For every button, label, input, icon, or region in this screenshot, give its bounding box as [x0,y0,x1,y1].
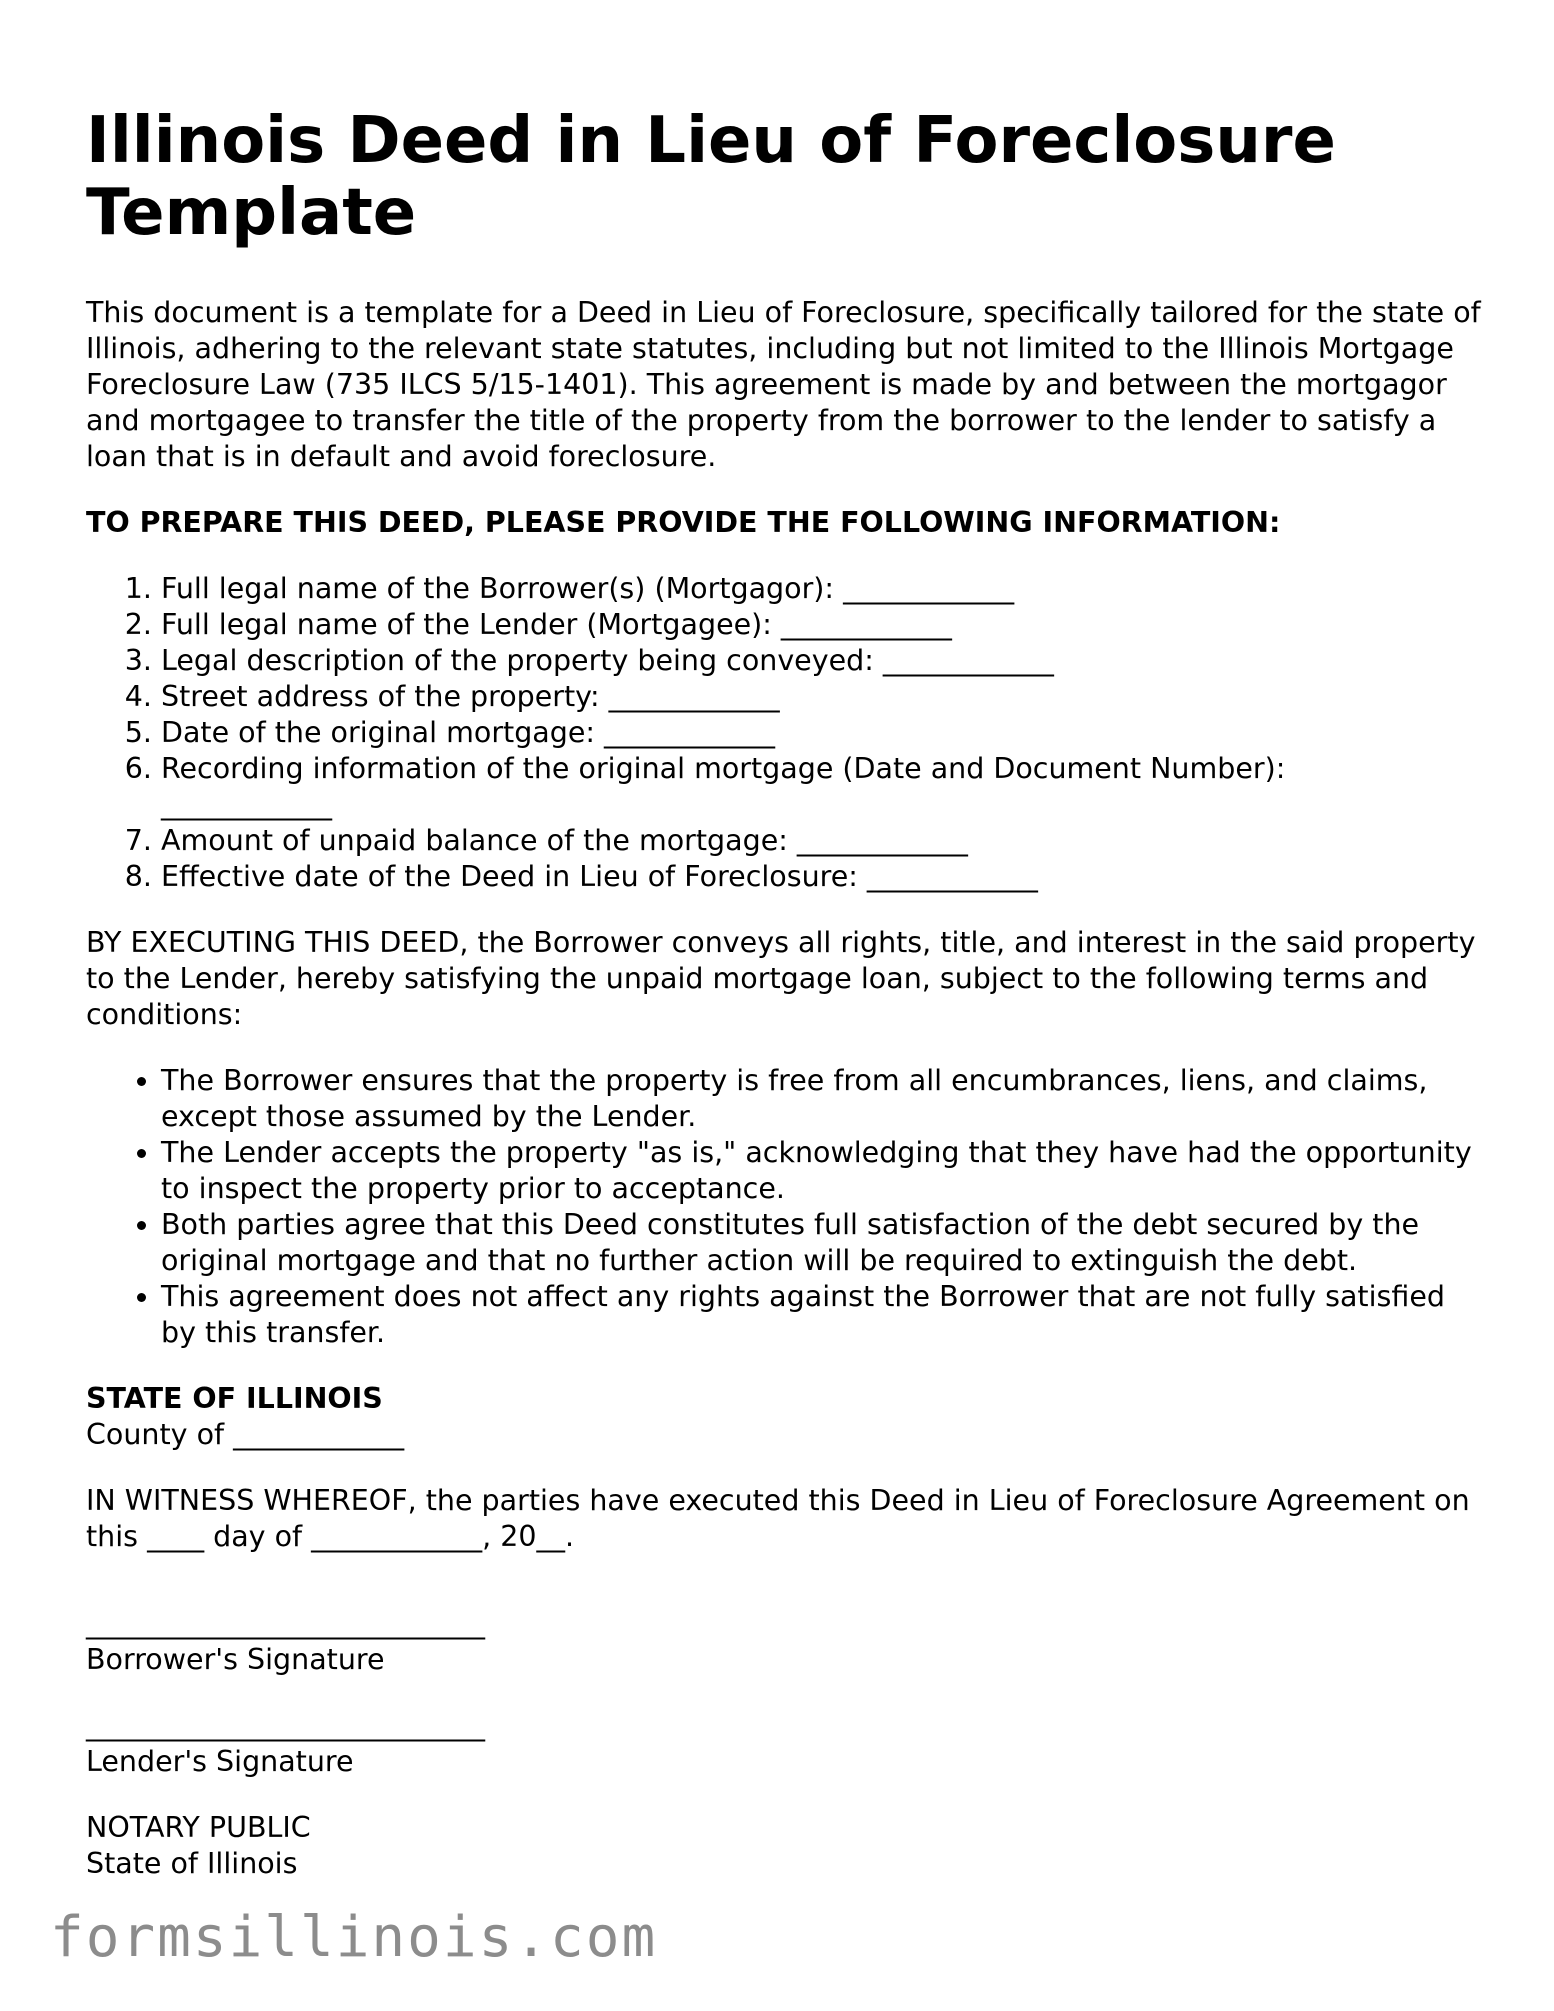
borrower-signature-block [86,1606,1486,1678]
term-item-as-is: • The Lender accepts the property "as is," acknowledging that they have had the opportunity to inspect the property prior to acceptance. [161,1135,1486,1207]
lender-signature-block [86,1708,1486,1780]
terms-list [86,1063,1486,1351]
borrower-signature-line: ____________________________ [86,1607,485,1640]
info-item-effective-date: 8. Effective date of the Deed in Lieu of Foreclosure: ____________ [161,859,1486,895]
info-list [86,571,1486,895]
term-item-full-satisfaction: • Both parties agree that this Deed constitutes full satisfaction of the debt secured by the original mortgage and that no further action will be required to extinguish the debt. [161,1207,1486,1279]
term-item-rights-not-affected: • This agreement does not affect any rights against the Borrower that are not fully satisfied by this transfer. [161,1279,1486,1351]
page-title: Illinois Deed in Lieu of Foreclosure Template [86,104,1336,250]
state-heading: STATE OF ILLINOIS [86,1382,383,1415]
notary-heading: NOTARY PUBLIC [86,1811,311,1844]
lender-signature-label: Lender's Signature [86,1745,354,1778]
site-watermark: formsillinois.com [50,1905,658,1970]
info-item-legal-description: 3. Legal description of the property being conveyed: ____________ [161,643,1486,679]
term-item-free-of-liens: • The Borrower ensures that the property is free from all encumbrances, liens, and claims, except those assumed by the Lender. [161,1063,1486,1135]
conveys-paragraph: BY EXECUTING THIS DEED, the Borrower conveys all rights, title, and interest in the said property to the Lender, hereby satisfying the unpaid mortgage loan, subject to the following terms and conditions: [86,926,1476,1031]
notary-state: State of Illinois [86,1847,298,1880]
intro-paragraph: This document is a template for a Deed in Lieu of Foreclosure, specifically tailored for the state of Illinois, adhering to the relevant state statutes, including but not limited to the Illinois Mortgage Foreclosure Law (735 ILCS 5/15-1401). This agreement is made by and between the mortgagor and mortgagee to transfer the title of the property from the borrower to the lender to satisfy a loan that is in default and avoid foreclosure. [86,296,1481,473]
document-page [86,105,1486,1882]
info-item-lender-name: 2. Full legal name of the Lender (Mortgagee): ____________ [161,607,1486,643]
info-item-street-address: 4. Street address of the property: ____________ [161,679,1486,715]
witness-paragraph: IN WITNESS WHEREOF, the parties have executed this Deed in Lieu of Foreclosure Agreement on this ____ day of ____________, 20__. [86,1484,1470,1553]
instructions-heading: TO PREPARE THIS DEED, PLEASE PROVIDE THE FOLLOWING INFORMATION: [86,506,1281,539]
county-line: County of ____________ [86,1418,405,1451]
borrower-signature-label: Borrower's Signature [86,1643,385,1676]
lender-signature-line: ____________________________ [86,1709,485,1742]
info-item-borrower-name: 1. Full legal name of the Borrower(s) (Mortgagor): ____________ [161,571,1486,607]
notary-block [86,1810,1486,1882]
info-item-recording-info: 6. Recording information of the original mortgage (Date and Document Number): ____________ [161,751,1486,823]
info-item-unpaid-balance: 7. Amount of unpaid balance of the mortgage: ____________ [161,823,1486,859]
info-item-mortgage-date: 5. Date of the original mortgage: ____________ [161,715,1486,751]
